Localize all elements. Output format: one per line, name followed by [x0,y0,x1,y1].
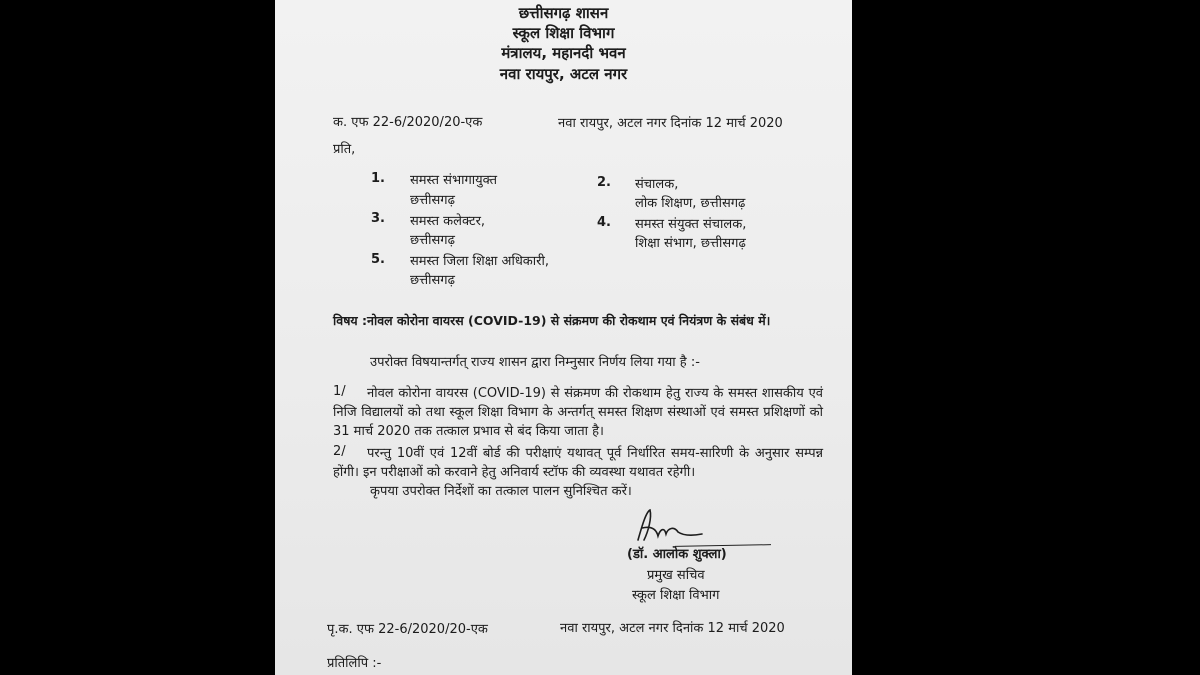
reference-date: नवा रायपुर, अटल नगर दिनांक 12 मार्च 2020 [558,116,783,131]
recipient-number: 3. [371,211,385,226]
point-text: परन्तु 10वीं एवं 12वीं बोर्ड की परीक्षाएं यथावत् पूर्व निर्धारित समय-सारिणी के अनुसार सम्पन्न होंगी। इन परीक्षाओं को करवाने हेतु अनिवार्य स्टॉफ की व्यवस्था यथावत रहेगी। [333,446,823,480]
document-page [275,0,852,675]
header-department: स्कूल शिक्षा विभाग [512,24,615,42]
recipient-title: समस्त जिला शिक्षा अधिकारी, [410,254,549,269]
recipient-location: छत्तीसगढ़ [410,273,455,288]
signatory-designation: प्रमुख सचिव [647,568,705,583]
recipient-number: 5. [371,252,385,267]
copy-label: प्रतिलिपि :- [327,656,382,671]
signatory-department: स्कूल शिक्षा विभाग [632,588,720,603]
recipient-title: संचालक, [635,177,679,192]
header-city: नवा रायपुर, अटल नगर [499,65,628,83]
recipient-number: 4. [597,215,611,230]
to-label: प्रति, [333,142,356,157]
letterhead [275,3,852,84]
copy-reference-date: नवा रायपुर, अटल नगर दिनांक 12 मार्च 2020 [560,621,785,636]
point-number: 1/ [333,384,346,399]
recipient-title: समस्त संभागायुक्त [410,173,498,188]
recipient-title: समस्त संयुक्त संचालक, [635,217,747,232]
subject-line: विषय :नोवल कोरोना वायरस (COVID-19) से संक्रमण की रोकथाम एवं नियंत्रण के संबंध में। [333,313,771,328]
point-text: नोवल कोरोना वायरस (COVID-19) से संक्रमण की रोकथाम हेतु राज्य के समस्त शासकीय एवं निजि विद्यालयों को तथा स्कूल शिक्षा विभाग के अन्तर्गत् समस्त शिक्षण संस्थाओं एवं समस्त प्रशिक्षणों को 31 मार्च 2020 तक तत्काल प्रभाव से बंद किया जाता है। [333,386,823,439]
header-govt: छत्तीसगढ़ शासन [518,4,609,22]
recipient-number: 1. [371,171,385,186]
intro-text: उपरोक्त विषयान्तर्गत् राज्य शासन द्वारा निम्नुसार निर्णय लिया गया है :- [370,355,700,370]
recipient-number: 2. [597,175,611,190]
header-ministry: मंत्रालय, महानदी भवन [501,44,626,62]
recipient-location: लोक शिक्षण, छत्तीसगढ़ [635,196,746,211]
recipient-location: छत्तीसगढ़ [410,233,455,248]
recipient-location: छत्तीसगढ़ [410,193,455,208]
reference-number: क. एफ 22-6/2020/20-एक [333,115,483,130]
copy-reference-number: पृ.क. एफ 22-6/2020/20-एक [327,622,488,637]
recipient-title: समस्त कलेक्टर, [410,214,486,229]
closing-instruction: कृपया उपरोक्त निर्देशों का तत्काल पालन सुनिश्चित करें। [370,484,632,499]
point-number: 2/ [333,444,346,459]
recipient-location: शिक्षा संभाग, छत्तीसगढ़ [635,236,746,251]
signatory-name: (डॉ. आलोक शुक्ला) [627,547,727,562]
signature-mark [630,506,710,548]
